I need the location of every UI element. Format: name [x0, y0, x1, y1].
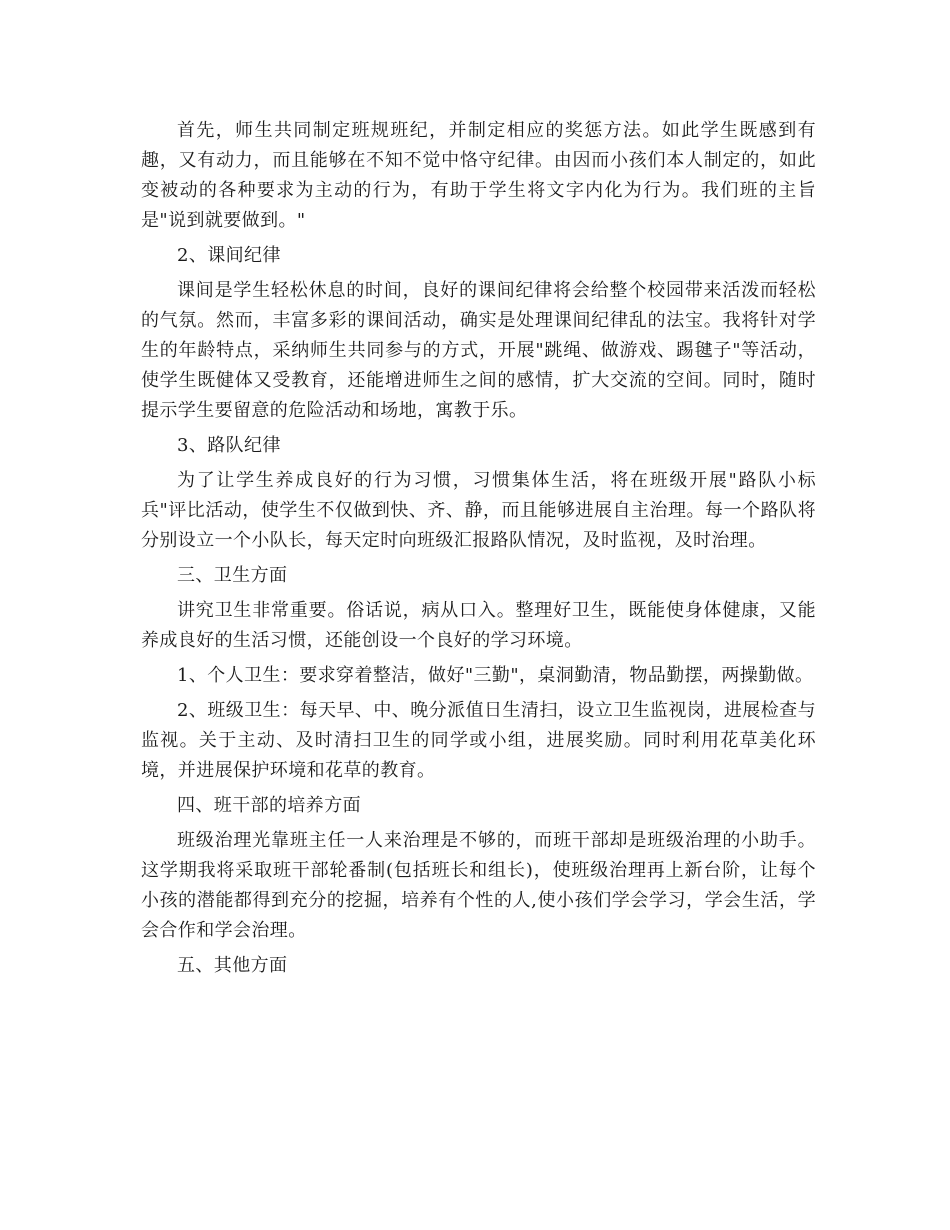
paragraph-class-rules: 首先，师生共同制定班规班纪，并制定相应的奖惩方法。如此学生既感到有趣，又有动力，而且能够在不知不觉中恪守纪律。由因而小孩们本人制定的，如此变被动的各种要求为主动的行为，有助于学生将文字内化为行为。我们班的主旨是"说到就要做到。" — [141, 120, 816, 231]
heading-hygiene: 三、卫生方面 — [177, 565, 288, 586]
heading-other-aspects: 五、其他方面 — [177, 955, 288, 976]
paragraph-queue-discipline: 为了让学生养成良好的行为习惯，习惯集体生活，将在班级开展"路队小标兵"评比活动，使学生不仅做到快、齐、静，而且能够进展自主治理。每一个路队将分别设立一个小队长，每天定时向班级汇报路队情况，及时监视，及时治理。 — [141, 470, 816, 551]
paragraph-class-cadres: 班级治理光靠班主任一人来治理是不够的，而班干部却是班级治理的小助手。这学期我将采取班干部轮番制(包括班长和组长)，使班级治理再上新台阶，让每个小孩的潜能都得到充分的挖掘，培养有个性的人,使小孩们学会学习，学会生活，学会合作和学会治理。 — [141, 830, 816, 941]
heading-recess-discipline: 2、课间纪律 — [177, 245, 281, 266]
paragraph-personal-hygiene: 1、个人卫生：要求穿着整洁，做好"三勤"，桌洞勤清，物品勤摆，两操勤做。 — [177, 665, 814, 686]
heading-class-cadres: 四、班干部的培养方面 — [177, 795, 361, 816]
paragraph-class-hygiene: 2、班级卫生：每天早、中、晚分派值日生清扫，设立卫生监视岗，进展检查与监视。关于主动、及时清扫卫生的同学或小组，进展奖励。同时利用花草美化环境，并进展保护环境和花草的教育。 — [141, 700, 816, 781]
paragraph-recess-discipline: 课间是学生轻松休息的时间，良好的课间纪律将会给整个校园带来活泼而轻松的气氛。然而，丰富多彩的课间活动，确实是处理课间纪律乱的法宝。我将针对学生的年龄特点，采纳师生共同参与的方式，开展"跳绳、做游戏、踢毽子"等活动，使学生既健体又受教育，还能增进师生之间的感情，扩大交流的空间。同时，随时提示学生要留意的危险活动和场地，寓教于乐。 — [141, 280, 816, 421]
document-body — [141, 116, 816, 986]
paragraph-hygiene-intro: 讲究卫生非常重要。俗话说，病从口入。整理好卫生，既能使身体健康，又能养成良好的生活习惯，还能创设一个良好的学习环境。 — [141, 600, 816, 651]
heading-queue-discipline: 3、路队纪律 — [177, 435, 281, 456]
